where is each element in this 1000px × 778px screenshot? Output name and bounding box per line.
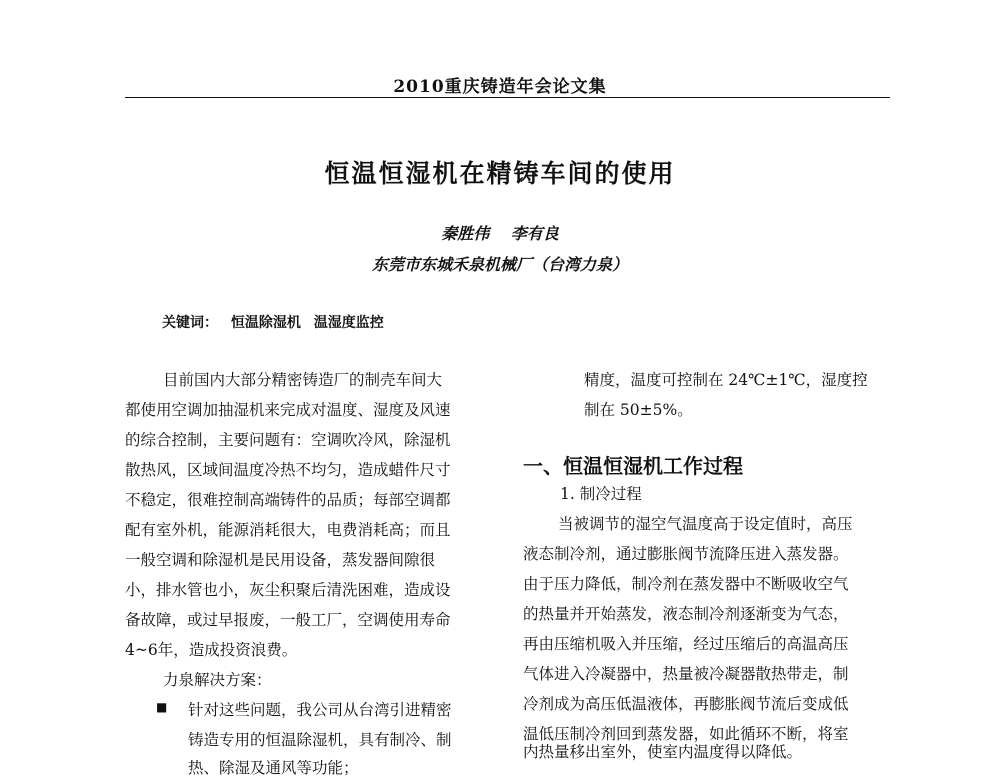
- body-line: 再由压缩机吸入并压缩，经过压缩后的高温高压: [523, 635, 849, 653]
- body-line: 液态制冷剂，通过膨胀阀节流降压进入蒸发器。: [523, 545, 849, 563]
- body-line: 不稳定，很难控制高端铸件的品质；每部空调都: [125, 491, 451, 509]
- subsection-heading: 1. 制冷过程: [560, 485, 642, 503]
- keyword-term: 温湿度监控: [313, 315, 384, 331]
- section-heading: 一、恒温恒湿机工作过程: [523, 454, 743, 478]
- bullet-square-icon: ■: [156, 700, 168, 714]
- body-line: 备故障，或过早报废，一般工厂，空调使用寿命: [125, 611, 451, 629]
- body-line: 气体进入冷凝器中，热量被冷凝器散热带走，制: [523, 665, 849, 683]
- body-line: 制在 50±5%。: [584, 401, 693, 419]
- keywords-label: 关键词：: [162, 315, 218, 331]
- keywords-line: [162, 312, 392, 332]
- body-line: 一般空调和除湿机是民用设备，蒸发器间隙很: [125, 551, 436, 569]
- body-line: 温低压制冷剂回到蒸发器，如此循环不断，将室: [523, 725, 849, 743]
- body-line: 的综合控制，主要问题有：空调吹冷风，除湿机: [125, 431, 451, 449]
- affiliation: 东莞市东城禾泉机械厂（台湾力泉）: [371, 255, 628, 274]
- body-line: 当被调节的湿空气温度高于设定值时，高压: [558, 515, 853, 533]
- bullet-line: 铸造专用的恒温除湿机，具有制冷、制: [188, 731, 452, 749]
- body-line: 内热量移出室外，使室内温度得以降低。: [523, 743, 803, 761]
- paper-title: 恒温恒湿机在精铸车间的使用: [324, 159, 676, 188]
- body-line: 精度，温度可控制在 24℃±1℃，湿度控: [584, 371, 868, 389]
- body-line: 4~6年，造成投资浪费。: [125, 641, 298, 659]
- body-line: 小，排水管也小，灰尘积聚后清洗困难，造成设: [125, 581, 451, 599]
- bullet-line: 热、除湿及通风等功能；: [188, 759, 359, 777]
- body-line: 散热风，区域间温度冷热不均匀，造成蜡件尺寸: [125, 461, 451, 479]
- authors: 秦胜伟 李有良: [441, 224, 559, 243]
- body-line: 都使用空调加抽湿机来完成对温度、湿度及风速: [125, 401, 451, 419]
- body-line: 目前国内大部分精密铸造厂的制壳车间大: [163, 371, 443, 389]
- bullet-line: 针对这些问题，我公司从台湾引进精密: [188, 701, 452, 719]
- running-header: 2010重庆铸造年会论文集: [393, 77, 607, 97]
- body-line: 的热量并开始蒸发，液态制冷剂逐渐变为气态，: [523, 605, 849, 623]
- body-line: 由于压力降低，制冷剂在蒸发器中不断吸收空气: [523, 575, 849, 593]
- solution-heading: 力泉解决方案：: [163, 671, 272, 689]
- body-line: 配有室外机，能源消耗很大，电费消耗高；而且: [125, 521, 451, 539]
- keyword-term: 恒温除湿机: [230, 315, 301, 331]
- body-line: 冷剂成为高压低温液体，再膨胀阀节流后变成低: [523, 695, 849, 713]
- header-rule: [125, 97, 890, 98]
